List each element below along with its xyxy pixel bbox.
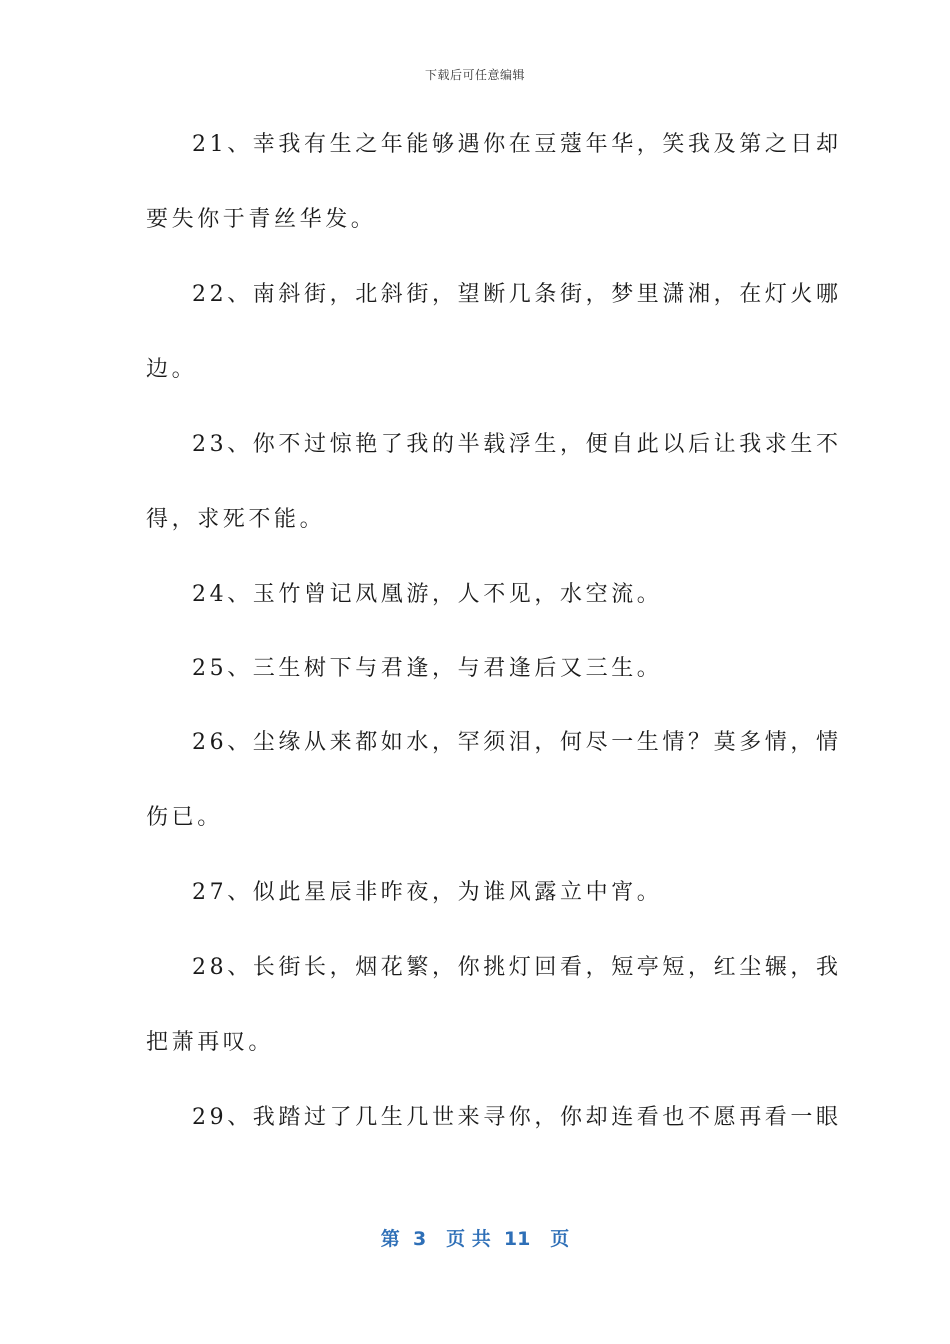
paragraph-line: 把萧再叹。	[146, 1030, 275, 1055]
paragraph-line: 边。	[146, 357, 198, 382]
page-number-footer: 第 3 页 共 11 页	[380, 1228, 570, 1250]
paragraph-line: 得，求死不能。	[146, 507, 326, 532]
paragraph-line: 25、三生树下与君逢，与君逢后又三生。	[192, 656, 663, 681]
paragraph-line: 21、幸我有生之年能够遇你在豆蔻年华，笑我及第之日却	[192, 132, 842, 157]
paragraph-line: 27、似此星辰非昨夜，为谁风露立中宵。	[192, 880, 663, 905]
paragraph-line: 24、玉竹曾记凤凰游，人不见，水空流。	[192, 582, 663, 607]
paragraph-line: 23、你不过惊艳了我的半载浮生，便自此以后让我求生不	[192, 432, 842, 457]
paragraph-line: 22、南斜街，北斜街，望断几条街，梦里潇湘，在灯火哪	[192, 282, 842, 307]
paragraph-line: 伤已。	[146, 805, 223, 830]
paragraph-line: 28、长街长，烟花繁，你挑灯回看，短亭短，红尘辗，我	[192, 955, 842, 980]
paragraph-line: 要失你于青丝华发。	[146, 207, 377, 232]
page-header: 下载后可任意编辑	[424, 68, 525, 82]
paragraph-line: 26、尘缘从来都如水，罕须泪，何尽一生情？莫多情，情	[192, 730, 842, 755]
paragraph-line: 29、我踏过了几生几世来寻你，你却连看也不愿再看一眼	[192, 1105, 842, 1130]
